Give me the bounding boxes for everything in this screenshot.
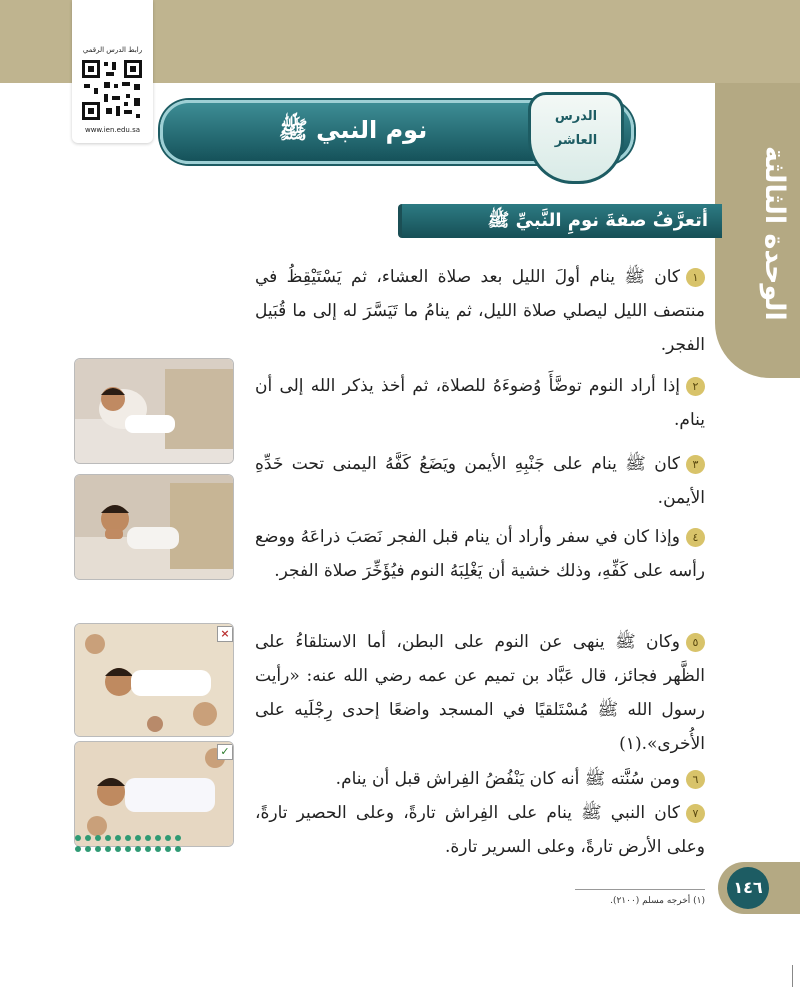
list-item [255, 796, 705, 864]
qr-code-icon[interactable] [80, 58, 144, 122]
unit-label: الوحدة الثالثة [759, 145, 790, 321]
section-title: أتعرَّفُ صفةَ نومِ النَّبيِّ ﷺ [487, 210, 708, 231]
qr-title: رابط الدرس الرقمي [82, 46, 143, 54]
decorative-dots [72, 833, 192, 855]
lesson-badge-line2: العاشر [554, 133, 598, 148]
item-text: كان ﷺ ينام أولَ الليل بعد صلاة العشاء، ثم يَسْتَيْقِظُ في منتصف الليل ليصلي صلاة الليل، ثم ينامُ ما تَيَسَّرَ له إلى ما قُبَيل الفجر. [255, 267, 705, 355]
item-text: وإذا كان في سفر وأراد أن ينام قبل الفجر نَصَبَ ذراعَهُ ووضع رأسه على كَفِّهِ، وذلك خشية أن يَغْلِبَهُ النوم فيُؤَخِّرَ صلاة الفجر. [255, 527, 705, 581]
photo-sleep-on-back [74, 741, 234, 847]
item-text: كان ﷺ ينام على جَنْبِهِ الأيمن ويَضَعُ كَفَّهُ اليمنى تحت خَدِّهِ الأيمن. [255, 454, 705, 508]
lesson-number-badge [528, 92, 624, 184]
list-item [255, 762, 705, 796]
digital-lesson-qr[interactable] [72, 0, 153, 143]
footnote-divider [575, 889, 705, 890]
item-number-badge: ٣ [686, 455, 705, 474]
list-item [255, 625, 705, 761]
page-number: ١٤٦ [727, 867, 769, 909]
item-number-badge: ٧ [686, 804, 705, 823]
footnote: (١) أخرجه مسلم (٢١٠٠). [610, 896, 705, 906]
lesson-title: نوم النبي ﷺ [278, 116, 428, 144]
list-item [255, 369, 705, 437]
item-number-badge: ١ [686, 268, 705, 287]
page-edge-mark [792, 965, 793, 987]
photo-sleep-right-side [74, 474, 234, 580]
correct-mark-icon: ✓ [217, 744, 233, 760]
item-number-badge: ٢ [686, 377, 705, 396]
item-text: ومن سُنَّته ﷺ أنه كان يَنْفُضُ الفِراش قبل أن ينام. [335, 769, 680, 789]
photo-sleep-wudu [74, 358, 234, 464]
item-text: وكان ﷺ ينهى عن النوم على البطن، أما الاستلقاءُ على الظَّهر فجائز، قال عَبَّاد بن تميم عن عمه رضي الله عنه: «رأيت رسول الله ﷺ مُسْتَلقيًا في المسجد واضعًا إحدى رِجْلَيه على الأُخرى».(١) [255, 632, 705, 754]
section-heading-bar [398, 204, 722, 238]
item-text: كان النبي ﷺ ينام على الفِراش تارةً، وعلى الحصير تارةً، وعلى الأرض تارةً، وعلى السرير تارة. [255, 803, 705, 857]
item-number-badge: ٤ [686, 528, 705, 547]
lesson-badge-line1: الدرس [554, 109, 598, 124]
qr-url[interactable]: www.ien.edu.sa [84, 126, 141, 134]
item-text: إذا أراد النوم توضَّأَ وُضوءَهُ للصلاة، ثم أخذ يذكر الله إلى أن ينام. [255, 376, 705, 430]
item-number-badge: ٦ [686, 770, 705, 789]
item-number-badge: ٥ [686, 633, 705, 652]
wrong-mark-icon: × [217, 626, 233, 642]
list-item [255, 260, 705, 362]
photo-sleep-on-stomach [74, 623, 234, 737]
list-item [255, 447, 705, 515]
list-item [255, 520, 705, 588]
